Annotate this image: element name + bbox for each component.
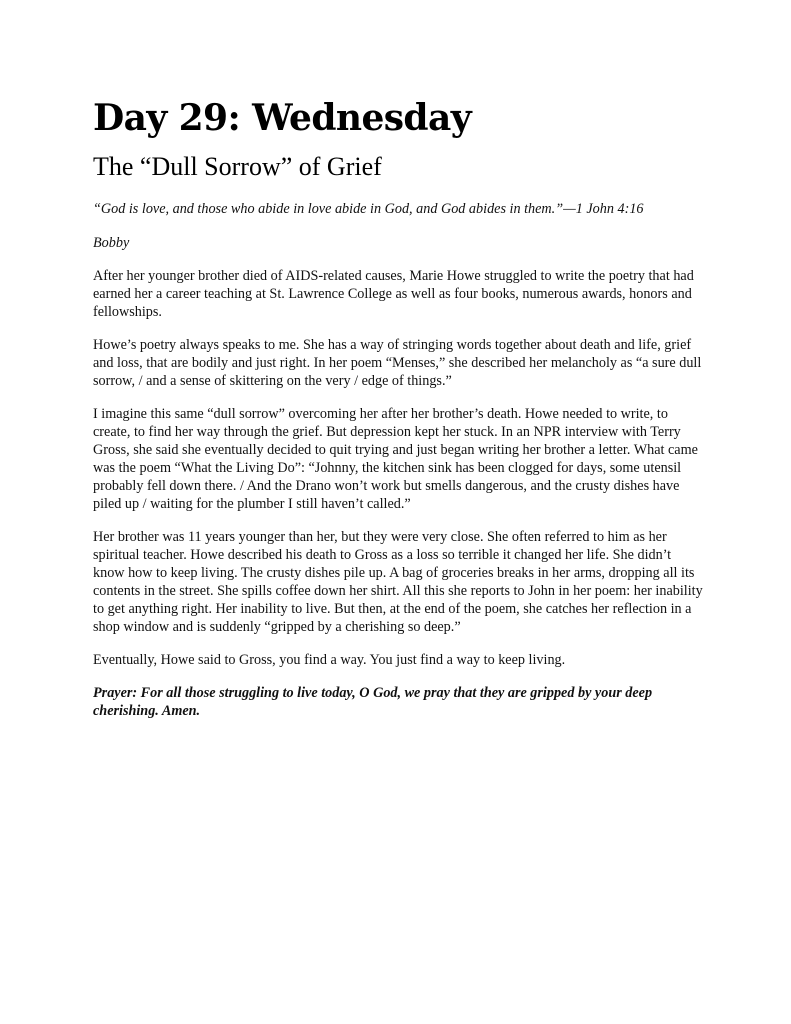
page-title: Day 29: Wednesday xyxy=(93,97,472,139)
page-subtitle: The “Dull Sorrow” of Grief xyxy=(93,152,382,181)
body-paragraph: Eventually, Howe said to Gross, you find a way. You just find a way to keep living. xyxy=(93,652,566,668)
body-paragraph: Her brother was 11 years younger than her, but they were very close. She often referred to him as her spiritual teacher. Howe described his death to Gross as a loss so terrible it changed her life. She didn’t know how to keep living. The crusty dishes pile up. A bag of groceries breaks in her arms, dropping all its contents in the street. She spills coffee down her shirt. All this she reports to John in her poem: her inability to get anything right. Her inability to live. But then, at the end of the poem, she catches her reflection in a shop window and is suddenly “gripped by a cherishing so deep.” xyxy=(93,529,703,635)
body-paragraph: I imagine this same “dull sorrow” overcoming her after her brother’s death. Howe needed to write, to create, to find her way through the grief. But depression kept her stuck. In an NPR interview with Terry Gross, she said she eventually decided to quit trying and just began writing her brother a letter. What came was the poem “What the Living Do”: “Johnny, the kitchen sink has been clogged for days, some utensil probably fell down there. / And the Drano won’t work but smells dangerous, and the crusty dishes have piled up / waiting for the plumber I still haven’t called.” xyxy=(93,406,698,512)
body-paragraph: Howe’s poetry always speaks to me. She has a way of stringing words together about death and life, grief and loss, that are bodily and just right. In her poem “Menses,” she described her melancholy as “a sure dull sorrow, / and a sense of skittering on the very / edge of things.” xyxy=(93,337,702,389)
author-name: Bobby xyxy=(93,235,130,251)
scripture-epigraph: “God is love, and those who abide in love abide in God, and God abides in them.”—1 John 4:16 xyxy=(93,201,644,217)
document-page xyxy=(93,92,705,720)
body-paragraph: After her younger brother died of AIDS-related causes, Marie Howe struggled to write the poetry that had earned her a career teaching at St. Lawrence College as well as four books, numerous awards, honors and fellowships. xyxy=(93,268,694,320)
closing-prayer: Prayer: For all those struggling to live today, O God, we pray that they are gripped by your deep cherishing. Amen. xyxy=(93,685,653,719)
